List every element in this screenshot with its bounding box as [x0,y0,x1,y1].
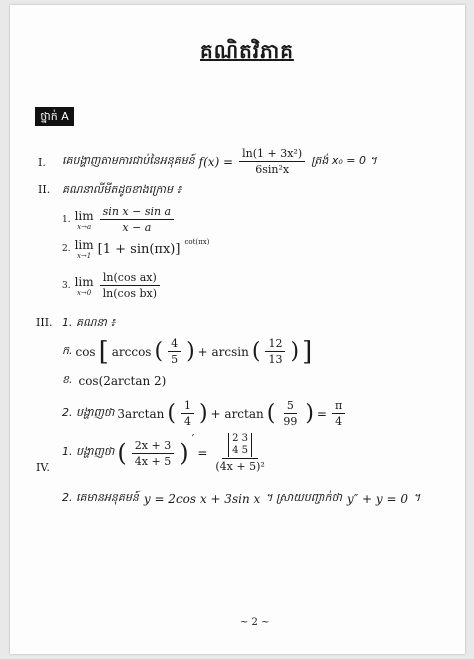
limit-2-index: 2. [62,244,71,254]
paren-open-5: ( [117,439,127,467]
limit-1-lim: lim [74,208,94,223]
section-badge: ថ្នាក់ A [35,107,74,126]
problem-IV-2-result: y″ + y = 0 [346,492,408,506]
problem-III-a-plus: + arcsin [197,344,249,359]
problem-III-b-expr: cos(2arctan 2) [78,374,167,388]
problem-I [62,146,377,177]
problem-III-a-frac2 [265,336,285,367]
c-frac1-num: 1 [181,398,194,414]
c-frac2-num: 5 [284,398,297,414]
problem-III-b [62,373,166,389]
determinant-body [228,433,252,457]
paren-close-5: ) [179,439,189,467]
numeral-I: I. [38,156,46,169]
problem-III-a [62,336,312,367]
limit-3-num: ln(cos ax) [100,270,160,286]
paren-close-3: ) [198,400,208,426]
problem-III-label: 1. គណនា ៖ [62,316,116,329]
paren-open-3: ( [167,400,176,426]
problem-IV-2-end: ។ [412,491,421,504]
iv-frac-den: 4x + 5 [134,454,172,468]
problem-IV-frac [132,438,174,469]
iv-frac-num: 2x + 3 [132,438,174,454]
problem-III-a-label: ក. [62,343,73,357]
limit-item-3 [62,270,162,301]
limit-3-fraction [100,270,160,301]
bracket-open: [ [98,336,109,367]
det-row-2: 4 5 [232,445,249,456]
limit-3-lim: lim [74,274,94,289]
limit-1-fraction [100,204,174,235]
problem-III-a-cos: cos [75,344,96,359]
paren-close-4: ) [305,400,314,426]
problem-III-a-arccos: arccos [111,344,152,359]
frac2-num: 12 [265,336,285,352]
c-res-num: π [332,398,345,414]
frac1-num: 4 [168,336,181,352]
problem-II-text: គណនាលីមីតដូចខាងក្រោម ៖ [62,183,182,196]
problem-IV-2-label: 2. គេមានអនុគមន៍ [62,491,139,504]
limit-1-index: 1. [62,214,71,225]
problem-IV-2-mid: ។ ស្រាយបញ្ជាក់ថា [265,491,342,504]
paren-open-2: ( [251,338,261,364]
problem-IV-1-label: 1. បង្ហាញថា [62,445,115,458]
problem-III-c-plus: + arctan [210,406,264,421]
problem-I-fraction [239,146,305,177]
limit-item-2 [62,238,209,260]
bracket-close: ] [302,336,313,367]
limit-1-num: sin x − sin a [100,204,174,220]
page-number: ~ 2 ~ [240,617,270,628]
problem-III-c-a: 3arctan [117,406,165,421]
problem-III-a-frac1 [168,336,181,367]
page-title: គណិតវិភាគ [200,39,294,63]
limit-1-operator [75,209,94,231]
problem-I-num: ln(1 + 3x²) [239,146,305,162]
problem-III-c-frac2 [280,398,300,429]
problem-III-c-label: 2. បង្ហាញថា [62,405,115,419]
problem-III-c-eq: = [316,406,327,421]
numeral-IV: IV. [36,461,50,474]
paren-close: ) [186,338,195,364]
problem-IV-eq: = [197,446,208,460]
det-row-1: 2 3 [232,433,249,444]
c-frac2-den: 99 [283,415,298,428]
limit-3-operator [75,275,94,297]
limit-3-index: 3. [62,280,71,291]
problem-I-text: គេបង្ហាញតាមការជាប់នៃអនុគមន៍ [62,153,195,167]
problem-IV-1 [62,432,270,474]
limit-2-body: [1 + sin(πx)] [97,241,181,257]
problem-I-den: 6sin²x [255,163,290,176]
limit-1-den: x − a [122,221,152,234]
problem-III-b-label: ខ. [62,373,73,386]
paren-close-2: ) [290,338,300,364]
prime-mark: ′ [191,432,195,446]
problem-III-c-result [332,398,345,429]
numeral-III: III. [36,316,53,329]
problem-III-c-frac1 [181,398,194,429]
problem-IV-2-y: y = 2cos x + 3sin x [143,492,261,506]
determinant [222,432,258,459]
paren-open-4: ( [266,400,276,426]
problem-IV-2 [62,491,420,507]
limit-3-den: ln(cos bx) [102,287,158,300]
limit-3-sub: x→0 [76,288,92,297]
limit-2-sub: x→1 [76,252,92,260]
limit-2-operator [75,238,94,260]
c-res-den: 4 [335,415,343,428]
limit-2-lim: lim [74,238,94,252]
paren-open: ( [154,338,164,364]
numeral-II: II. [38,183,51,196]
frac2-den: 13 [268,353,283,366]
problem-I-tail: ត្រង់ x₀ = 0 ។ [311,153,377,167]
limit-2-exponent: cot(πx) [184,238,210,246]
problem-III-c [62,398,347,429]
problem-I-fx: f(x) = [198,154,234,169]
limit-1-sub: x→a [77,222,92,231]
problem-IV-rhs [212,432,267,474]
c-frac1-den: 4 [183,415,191,428]
limit-item-1 [62,204,176,235]
frac1-den: 5 [171,353,179,366]
iv-rhs-den: (4x + 5)² [215,460,265,473]
